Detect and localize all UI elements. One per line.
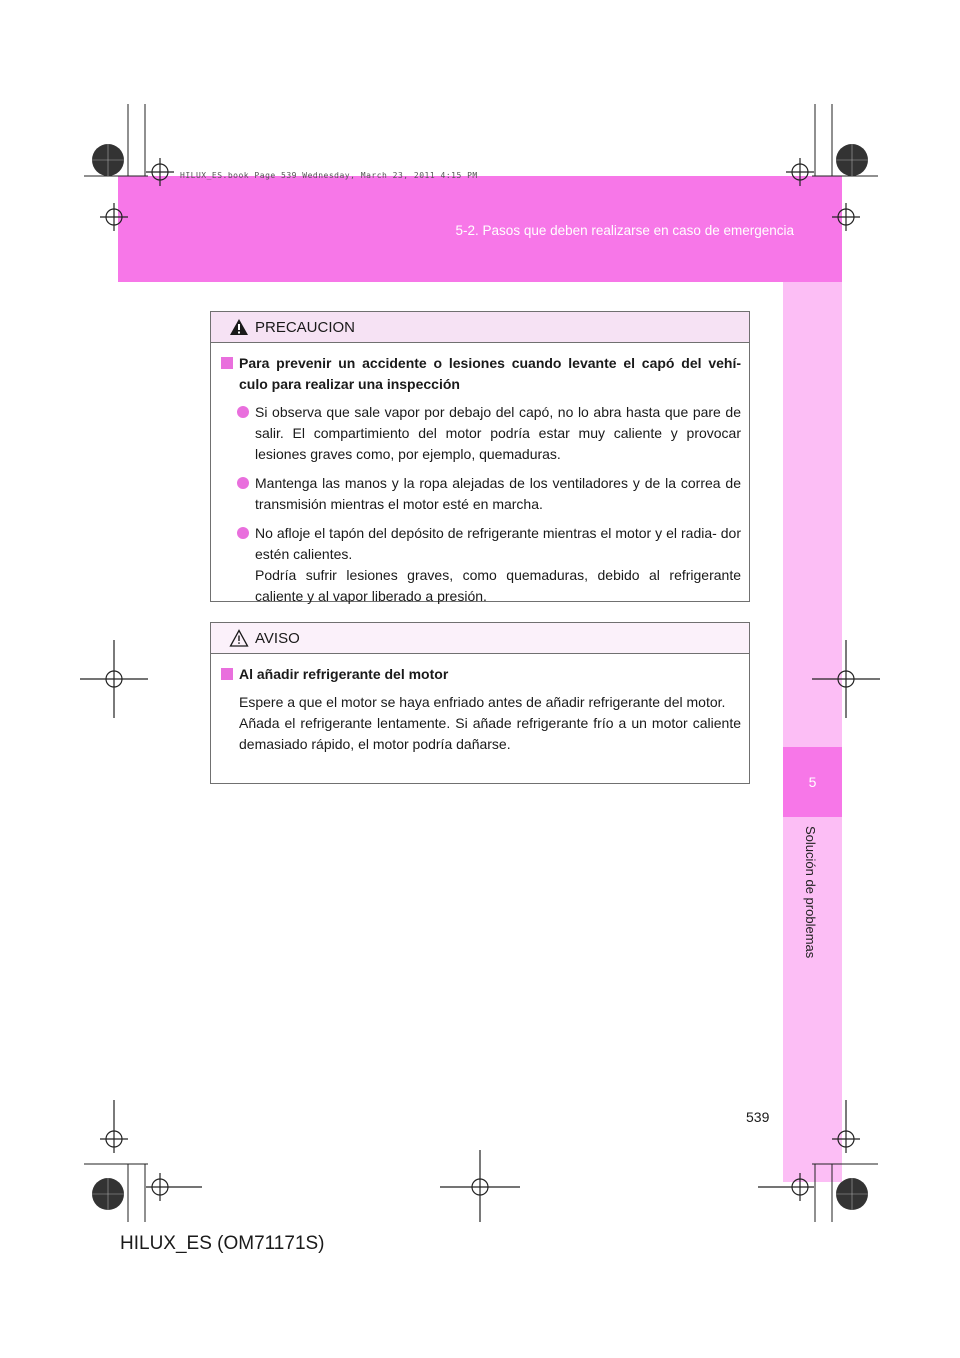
page-number: 539 (746, 1109, 770, 1125)
aviso-box (210, 622, 750, 784)
warning-icon (229, 318, 249, 336)
precaucion-header (211, 312, 749, 343)
side-tab (783, 282, 842, 1182)
aviso-item-title: Al añadir refrigerante del motor (221, 664, 741, 685)
aviso-text: Espere a que el motor se haya enfriado antes de añadir refrigerante del motor. Añada el refrigerante lentamente. Si añade refrigerante frío a un motor caliente demasiado rápido, el motor podría dañarse. (239, 694, 741, 752)
square-bullet-icon (221, 668, 233, 680)
aviso-header (211, 623, 749, 654)
book-info: HILUX_ES.book Page 539 Wednesday, March 23, 2011 4:15 PM (180, 171, 478, 180)
circle-bullet-icon (237, 477, 249, 489)
precaucion-box (210, 311, 750, 602)
precaucion-item-title: Para prevenir un accidente o lesiones cuando levante el capó del vehí- culo para realizar una inspección (221, 353, 741, 395)
square-bullet-icon (221, 357, 233, 369)
aviso-label: AVISO (255, 629, 300, 647)
section-title: 5-2. Pasos que deben realizarse en caso de emergencia (455, 223, 794, 238)
circle-bullet-icon (237, 406, 249, 418)
list-item: Si observa que sale vapor por debajo del capó, no lo abra hasta que pare de salir. El compartimiento del motor podría estar muy caliente y provocar lesiones graves como, por ejemplo, quemaduras. (237, 402, 741, 465)
circle-bullet-icon (237, 527, 249, 539)
chapter-title: Solución de problemas (803, 826, 818, 959)
caution-icon (229, 629, 249, 647)
model-code: HILUX_ES (OM71171S) (120, 1233, 325, 1254)
list-item: Mantenga las manos y la ropa alejadas de los ventiladores y de la correa de transmisión mientras el motor esté en marcha. (237, 473, 741, 515)
list-item: No afloje el tapón del depósito de refrigerante mientras el motor y el radia- dor estén calientes. Podría sufrir lesiones graves, como quemaduras, debido al refrigerante caliente y al vapor liberado a presión. (237, 523, 741, 607)
precaucion-label: PRECAUCION (255, 318, 356, 336)
chapter-number: 5 (783, 747, 842, 817)
